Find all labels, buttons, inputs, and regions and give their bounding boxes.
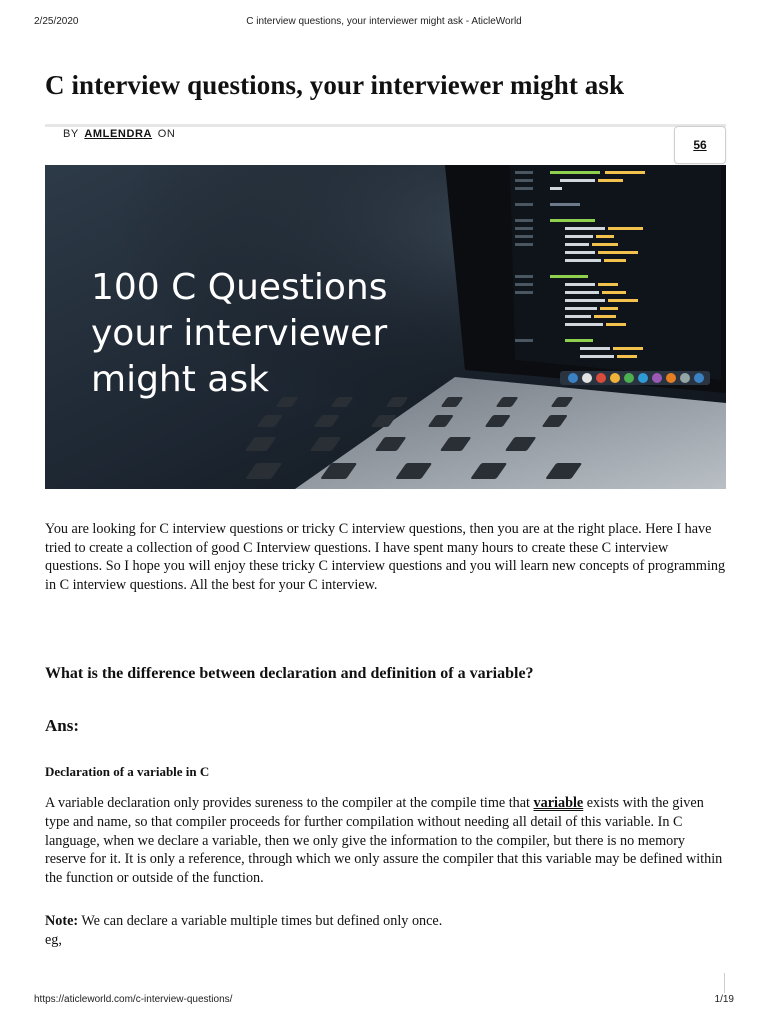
hero-text-line-3: might ask [91, 359, 269, 400]
article-title: C interview questions, your interviewer might ask [45, 70, 625, 100]
declaration-paragraph [45, 794, 726, 888]
byline-prefix: BY [63, 128, 79, 140]
intro-paragraph: You are looking for C interview questions or tricky C interview questions, then you are at the right place. Here I have tried to create a collection of good C Interview questions. I have spent many hours to create these C interview questions. So I hope you will enjoy these tricky C interview questions and you will learn new concepts of programming in C interview questions. All the best for your C interview. [45, 521, 726, 593]
scrollbar[interactable] [724, 973, 725, 993]
note-text: We can declare a variable multiple times but defined only once. [78, 913, 443, 929]
declaration-text-after: exists with the given type and name, so that compiler proceeds for further compilation without needing all detail of this variable. In C language, when we declare a variable, then we only give the information to the compiler, but there is no memory reserve for it. It is only a reference, through which we only assure the compiler that this variable may be defined within the function or outside of the function. [45, 795, 723, 887]
print-date: 2/25/2020 [34, 16, 79, 27]
byline [63, 128, 175, 140]
print-url: https://aticleworld.com/c-interview-questions/ [34, 994, 233, 1005]
byline-divider [45, 124, 726, 127]
print-header [0, 16, 768, 30]
hero-text-line-2: your interviewer [91, 313, 388, 354]
print-footer [0, 994, 768, 1008]
laptop-illustration [45, 165, 726, 489]
byline-suffix: ON [157, 128, 176, 140]
note-example: eg, [45, 931, 62, 948]
comment-count-button[interactable]: 56 [674, 126, 726, 164]
declaration-subheading: Declaration of a variable in C [45, 764, 210, 779]
print-page-title: C interview questions, your interviewer might ask - AticleWorld [246, 16, 522, 27]
variable-link[interactable]: variable [533, 795, 584, 811]
hero-image [45, 165, 726, 489]
screen-dock [560, 371, 710, 385]
note-paragraph [45, 912, 726, 949]
note-label: Note: [45, 913, 79, 929]
question-heading: What is the difference between declaration and definition of a variable? [45, 665, 534, 682]
print-page-number: 1/19 [714, 994, 734, 1005]
author-link[interactable]: AMLENDRA [84, 128, 153, 140]
answer-label: Ans: [45, 716, 80, 735]
declaration-text-before: A variable declaration only provides sureness to the compiler at the compile time that [45, 795, 534, 811]
hero-text-line-1: 100 C Questions [91, 267, 388, 308]
